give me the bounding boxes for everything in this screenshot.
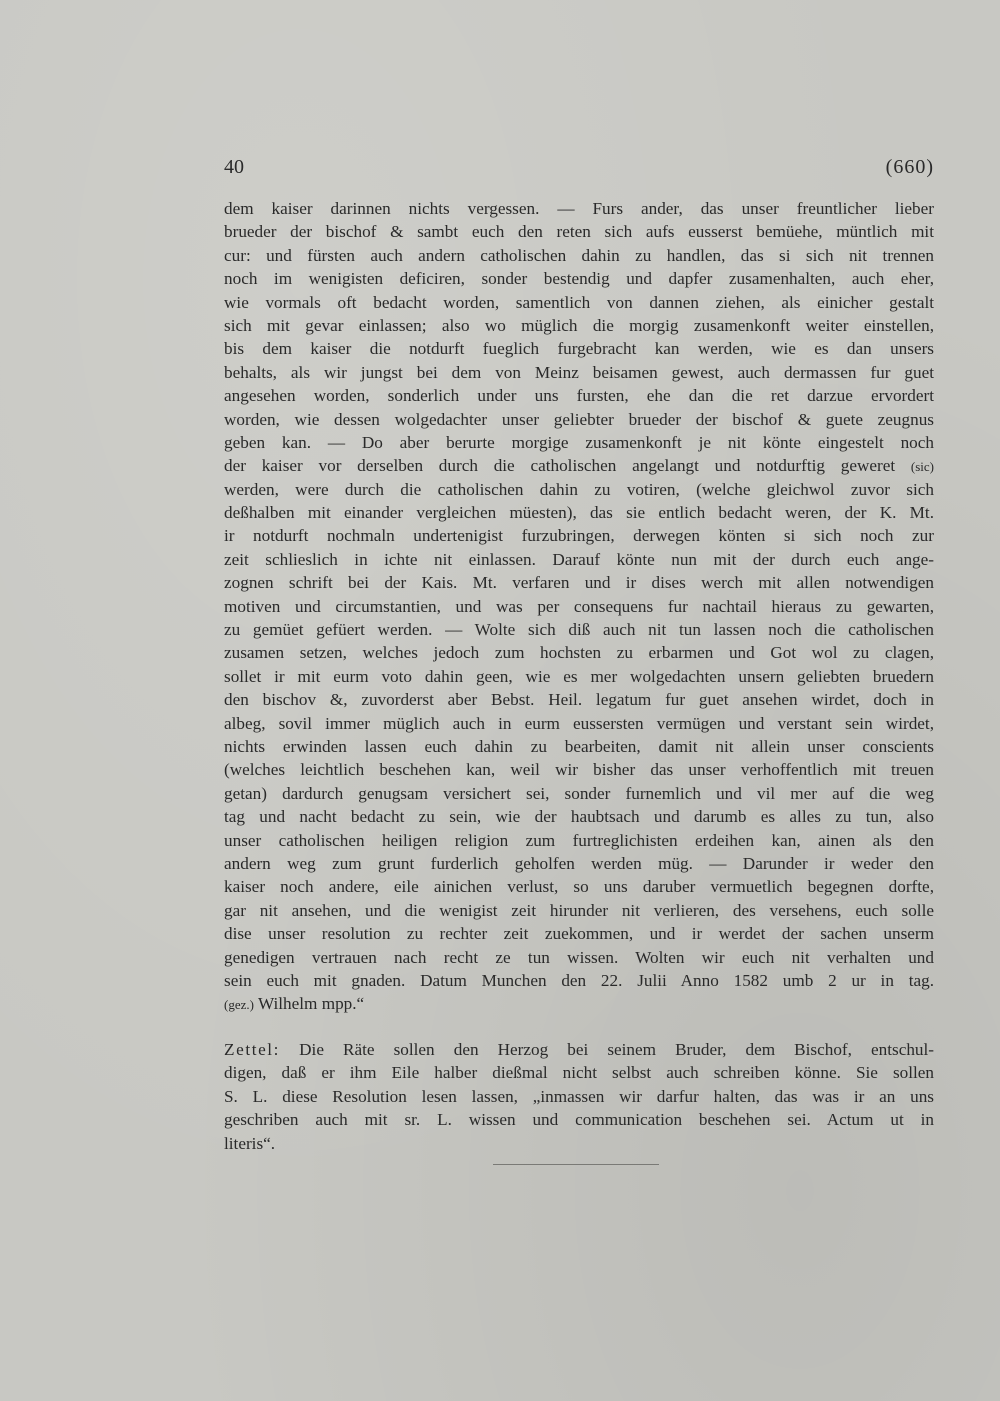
text-line: den bischov &, zuvorderst aber Bebst. Heil. legatum fur guet ansehen wirdet, doch in — [224, 690, 934, 710]
text-line: ir notdurft nochmaln undertenigist furzubringen, derwegen könten si sich noch zur — [224, 526, 934, 546]
text-line: geschriben auch mit sr. L. wissen und communication beschehen sei. Actum ut in — [224, 1110, 934, 1130]
text-line: andern weg zum grunt furderlich geholfen werden müg. — Darunder ir weder den — [224, 853, 934, 873]
signature-prefix: (gez.) — [224, 997, 254, 1013]
text-line: unser catholischen heiligen religion zum furtreglichisten erdeihen kan, ainen als den — [224, 830, 934, 850]
signature-name: Wilhelm mpp.“ — [257, 994, 365, 1014]
text-line: sein euch mit gnaden. Datum Munchen den 22. Julii Anno 1582 umb 2 ur in tag. — [224, 970, 934, 990]
text-line: gar nit ansehen, und die wenigist zeit hirunder nit verlieren, des versehens, euch solle — [224, 900, 934, 920]
text-line: geben kan. — Do aber berurte morgige zusamenkonft je nit könte eingestelt noch — [224, 432, 934, 452]
text-line: worden, wie dessen wolgedachter unser geliebter brueder der bischof & guete zeugnus — [224, 409, 934, 429]
text-line: digen, daß er ihm Eile halber dießmal nicht selbst auch schreiben könne. Sie sollen — [224, 1063, 934, 1083]
page-header — [224, 156, 934, 186]
text-line: zognen schrift bei der Kais. Mt. verfaren und ir dises werch mit allen notwendigen — [224, 573, 934, 593]
text-line: dem kaiser darinnen nichts vergessen. — Furs ander, das unser freuntlicher lieber — [224, 199, 934, 218]
text-line: sollet ir mit eurm voto dahin geen, wie es mer wolgedachten unsern geliebten bruedern — [224, 666, 934, 686]
text-line: (welches leichtlich beschehen kan, weil wir bisher das unser verhoffentlich mit treuen — [224, 760, 934, 780]
sic-note: (sic) — [910, 459, 934, 475]
page-number: 40 — [224, 156, 244, 178]
text-segment: Die Räte sollen den Herzog bei seinem Bruder, dem Bischof, entschul- — [299, 1040, 935, 1059]
letter-body — [224, 197, 934, 1016]
zettel-first-line — [224, 1038, 934, 1061]
zettel-label: Zettel: — [224, 1040, 281, 1059]
text-line: sich mit gevar einlassen; also wo müglich die morgig zusamenkonft weiter einstellen, — [224, 315, 934, 335]
text-line: zusamen setzen, welches jedoch zum hochsten zu erbarmen und Got wol zu clagen, — [224, 643, 934, 663]
text-line-with-sic — [224, 454, 934, 477]
text-line: zu gemüet gefüert werden. — Wolte sich diß auch nit tun lassen noch die catholischen — [224, 620, 934, 640]
text-line: zeit schlieslich in ichte nit einlassen. Darauf könte nun mit der durch euch ange- — [224, 549, 934, 569]
text-line: wie vormals oft bedacht worden, samentlich von dannen ziehen, als einicher gestalt — [224, 292, 934, 312]
text-line: albeg, sovil immer müglich auch in eurm eussersten vermügen und verstant sein wirdet, — [224, 713, 934, 733]
text-line: nichts erwinden lassen euch dahin zu bearbeiten, damit nit allein unser conscients — [224, 736, 934, 756]
text-line: cur: und fürsten auch andern catholischen dahin zu handlen, das si sich nit trennen — [224, 245, 934, 265]
text-line: literis“. — [224, 1133, 276, 1153]
text-line: dise unser resolution zu rechter zeit zuekommen, und ir werdet der sachen unserm — [224, 924, 934, 944]
text-line: deßhalben mit einander vergleichen müesten), das sie entlich bedacht weren, der K. Mt. — [224, 503, 934, 523]
text-line: motiven und circumstantien, und was per consequens fur nachtail hieraus zu gewarten, — [224, 596, 934, 616]
closing-rule — [493, 1164, 659, 1165]
text-line: tag und nacht bedacht zu sein, wie der haubtsach und darumb es alles zu tun, also — [224, 807, 934, 827]
text-line: kaiser noch andere, eile ainichen verlust, so uns daruber vermuetlich begegnen dorfte, — [224, 877, 934, 897]
text-line: genedigen vertrauen nach recht ze tun wissen. Wolten wir euch nit verhalten und — [224, 947, 934, 967]
text-line: behalts, als wir jungst bei dem von Meinz beisamen gewest, auch dermassen fur guet — [224, 362, 934, 382]
text-line: getan) dardurch genugsam versichert sei, sonder furnemlich und vil mer auf die weg — [224, 783, 934, 803]
text-segment: der kaiser vor derselben durch die catholischen angelangt und notdurftig geweret — [224, 456, 896, 476]
text-line: brueder der bischof & sambt euch den reten sich aufs eusserst bemüehe, müntlich mit — [224, 222, 934, 242]
text-line: angesehen worden, sonderlich under uns fursten, ehe dan die ret darzue ervordert — [224, 386, 934, 406]
text-line: S. L. diese Resolution lesen lassen, „inmassen wir darfur halten, das was ir an uns — [224, 1086, 934, 1106]
text-line: bis dem kaiser die notdurft fueglich furgebracht kan werden, wie es dan unsers — [224, 339, 934, 359]
zettel-note — [224, 1038, 934, 1155]
text-line: noch im wenigisten deficiren, sonder bestendig und dapfer zusamenhalten, auch eher, — [224, 269, 934, 289]
archive-number: (660) — [885, 156, 934, 178]
signature-line — [224, 992, 934, 1015]
text-line: werden, were durch die catholischen dahin zu votiren, (welche gleichwol zuvor sich — [224, 479, 934, 499]
